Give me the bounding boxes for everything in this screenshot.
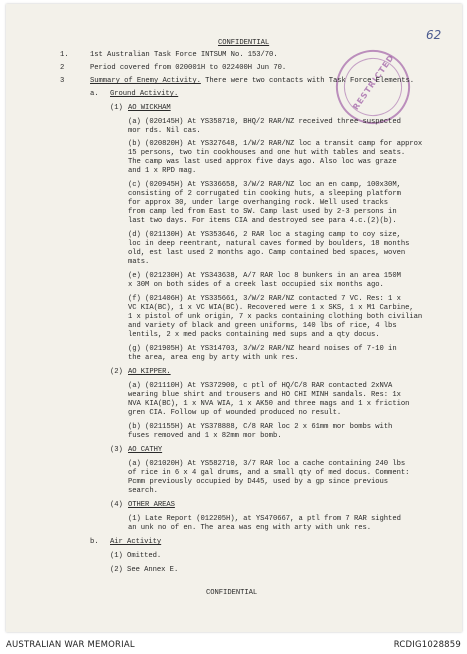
item3-text: There were two contacts with Task Force Elements.: [205, 77, 415, 85]
entry-f-line: lentils, 2 x med packs containing med sups and a qty docus.: [128, 331, 380, 339]
kipper-a-line: wearing blue shirt and trousers and HO CHI MINH sandals. Res: 1x: [128, 391, 401, 399]
entry-a-line: mor rds. Nil cas.: [128, 127, 201, 135]
para4-heading: OTHER AREAS: [128, 501, 175, 509]
other-areas-line: an unk no of en. The area was eng with arty with unk res.: [128, 524, 372, 532]
cathy-line: (a) (021020H) At YS582710, 3/7 RAR loc a cache containing 240 lbs: [128, 460, 406, 468]
entry-f-line: (f) (021406H) At YS335661, 3/W/2 RAR/NZ contacted 7 VC. Res: 1 x: [128, 295, 401, 303]
entry-d-line: mats.: [128, 258, 150, 266]
kipper-b-line: (b) (021155H) At YS378888, C/8 RAR loc 2 x 61mm mor bombs with: [128, 423, 393, 431]
item1-number: 1.: [60, 51, 69, 59]
para1-number: (1): [110, 104, 123, 112]
entry-f-line: 1 x pistol of unk origin, 7 x packs containing clothing both civilian: [128, 313, 423, 321]
entry-c-line: last two days. For items CIA and destroyed see para 4.c.(2)(b).: [128, 217, 397, 225]
item2-number: 2: [60, 64, 65, 72]
section-a-heading: Ground Activity.: [110, 90, 179, 98]
entry-e-line: x 30M on both sides of a creek last occupied six months ago.: [128, 281, 384, 289]
archive-reference: RCDIG1028859: [393, 640, 461, 650]
entry-c-line: consisting of 2 corrugated tin cooking huts, a sleeping platform: [128, 190, 401, 198]
para1-heading: AO WICKHAM: [128, 104, 171, 112]
kipper-a-line: NVA KIA(BC), 1 x NVA WIA, 1 x AK50 and three mags and 1 x friction: [128, 400, 410, 408]
entry-g-line: (g) (021905H) At YS314703, 3/W/2 RAR/NZ heard noises of 7-10 in: [128, 345, 397, 353]
entry-f-line: and variety of black and green uniforms, 140 lbs of rice, 4 lbs: [128, 322, 397, 330]
para2-number: (2): [110, 368, 123, 376]
kipper-a-line: (a) (021110H) At YS372900, c ptl of HQ/C/8 RAR contacted 2xNVA: [128, 382, 393, 390]
item3-heading: Summary of Enemy Activity.: [90, 77, 201, 85]
entry-b-line: The camp was last used approx five days ago. Also loc was graze: [128, 158, 397, 166]
cathy-line: search.: [128, 487, 158, 495]
kipper-a-line: gren CIA. Follow up of wounded produced no result.: [128, 409, 342, 417]
stamp-text: RESTRICTED: [351, 52, 397, 112]
entry-e-line: (e) (021230H) At YS343638, A/7 RAR loc 8 bunkers in an area 150M: [128, 272, 401, 280]
entry-g-line: the area, area eng by arty with unk res.: [128, 354, 299, 362]
entry-d-line: (d) (021130H) At YS353646, 2 RAR loc a staging camp to coy size,: [128, 231, 401, 239]
archive-credit: AUSTRALIAN WAR MEMORIAL: [6, 640, 135, 650]
para2-heading: AO KIPPER.: [128, 368, 171, 376]
air-activity-item: (1) Omitted.: [110, 552, 162, 560]
entry-b-line: and 1 x RPD mag.: [128, 167, 197, 175]
entry-a-line: (a) (020145H) At YS358710, BHQ/2 RAR/NZ received three suspected: [128, 118, 401, 126]
other-areas-line: (1) Late Report (012205H), at YS470667, a ptl from 7 RAR sighted: [128, 515, 401, 523]
cathy-line: Pcmm previously occupied by D445, used by a gp since previous: [128, 478, 389, 486]
handwritten-page-number: 62: [426, 28, 442, 42]
classification-top: CONFIDENTIAL: [218, 39, 270, 47]
para3-heading: AO CATHY: [128, 446, 163, 454]
classification-bottom: CONFIDENTIAL: [206, 589, 258, 597]
cathy-line: of rice in 6 x 4 gal drums, and a small qty of med docus. Comment:: [128, 469, 410, 477]
section-b-label: b.: [90, 538, 99, 546]
kipper-b-line: fuses removed and 1 x 82mm mor bomb.: [128, 432, 282, 440]
item2-text: Period covered from 020001H to 022400H Jun 70.: [90, 64, 287, 72]
para4-number: (4): [110, 501, 123, 509]
entry-b-line: (b) (020820H) At YS327648, 1/W/2 RAR/NZ loc a transit camp for approx: [128, 140, 423, 148]
entry-b-line: 15 persons, two tin cookhouses and one hut with tables and seats.: [128, 149, 406, 157]
item3-number: 3: [60, 77, 65, 85]
entry-c-line: from camp led from East to SW. Camp last used by 2-3 persons in: [128, 208, 397, 216]
section-a-label: a.: [90, 90, 99, 98]
entry-c-line: for approx 30, under large overhanging rock. Well used tracks: [128, 199, 389, 207]
entry-c-line: (c) (020945H) At YS336658, 3/W/2 RAR/NZ loc an en camp, 100x30M,: [128, 181, 401, 189]
entry-d-line: old, est last used 2 months ago. Camp contained bed spaces, woven: [128, 249, 406, 257]
entry-d-line: loc in deep reentrant, natural caves formed by boulders, 18 months: [128, 240, 410, 248]
entry-f-line: VC KIA(BC), 1 x VC WIA(BC). Recovered were 1 x SKS, 1 x M1 Carbine,: [128, 304, 414, 312]
item1-text: 1st Australian Task Force INTSUM No. 153/70.: [90, 51, 278, 59]
para3-number: (3): [110, 446, 123, 454]
section-b-heading: Air Activity: [110, 538, 162, 546]
air-activity-item: (2) See Annex E.: [110, 566, 179, 574]
document-page: [6, 4, 462, 632]
